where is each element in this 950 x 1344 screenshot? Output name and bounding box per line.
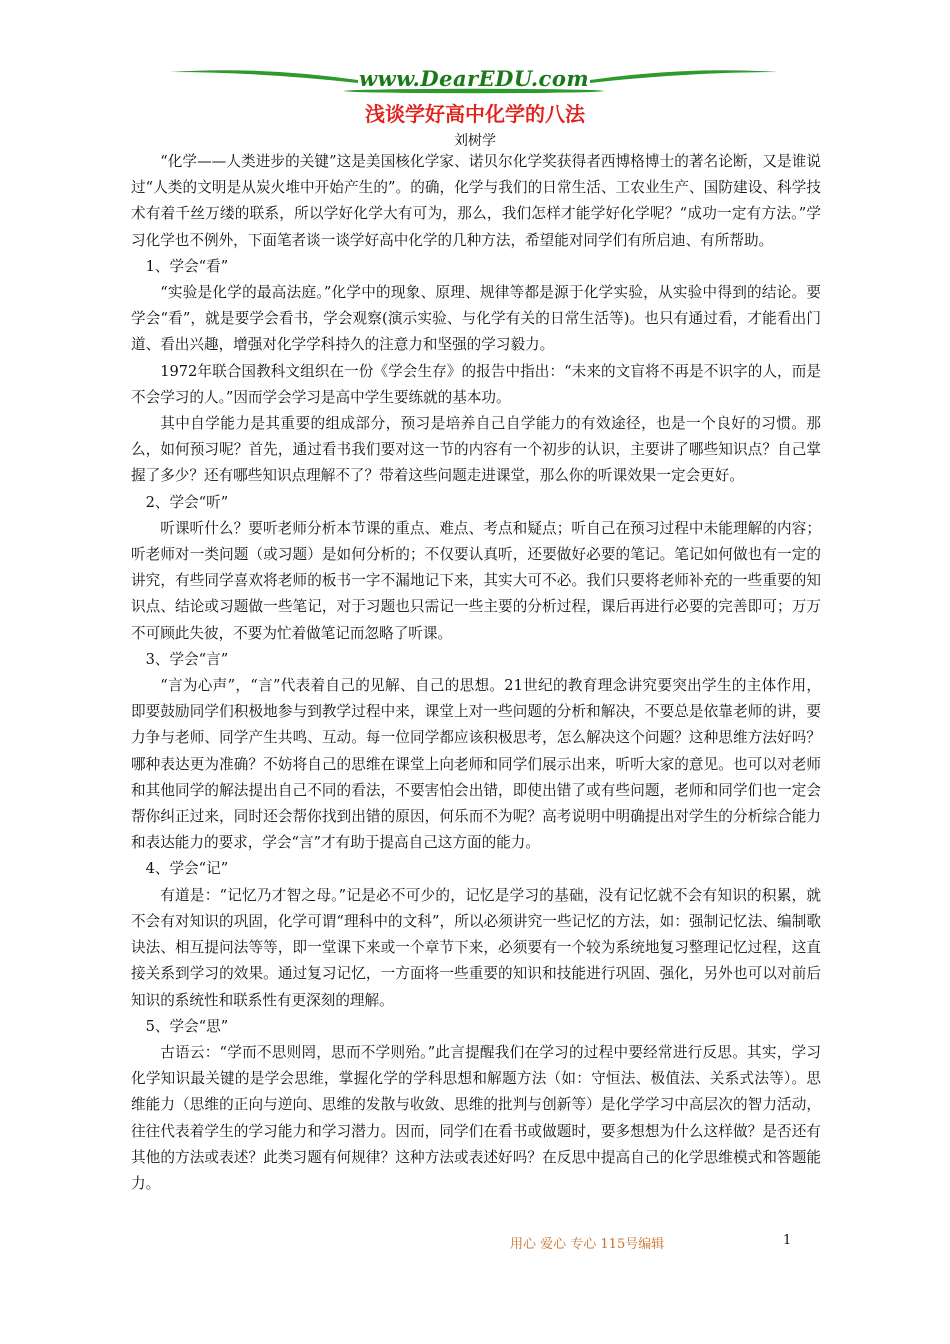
article-title: 浅谈学好高中化学的八法 <box>365 102 585 126</box>
footer-note: 用心 爱心 专心 115号编辑 <box>510 1237 665 1252</box>
intro-paragraph: “化学——人类进步的关键”这是美国核化学家、诺贝尔化学奖获得者西博格博士的著名论断，又是谁说过“人类的文明是从炭火堆中开始产生的”。的确，化学与我们的日常生活、工农业生产、国防建设、科学技术有着千丝万缕的联系，所以学好化学大有可为，那么，我们怎样才能学好化学呢？“成功一定有方法。”学习化学也不例外，下面笔者谈一谈学好高中化学的几种方法，希望能对同学们有所启迪、有所帮助。 <box>131 153 821 249</box>
section-paragraph: 听课听什么？要听老师分析本节课的重点、难点、考点和疑点；听自己在预习过程中未能理解的内容；听老师对一类问题（或习题）是如何分析的；不仅要认真听，还要做好必要的笔记。笔记如何做也有一定的讲究，有些同学喜欢将老师的板书一字不漏地记下来，其实大可不必。我们只要将老师补充的一些重要的知识点、结论或习题做一些笔记，对于习题也只需记一些主要的分析过程，课后再进行必要的完善即可；万万不可顾此失彼，不要为忙着做笔记而忽略了听课。 <box>131 519 821 642</box>
section-heading-think: 5、学会“思” <box>145 1017 229 1035</box>
site-header <box>168 60 780 96</box>
page-number: 1 <box>783 1233 792 1248</box>
section-paragraph: 其中自学能力是其重要的组成部分，预习是培养自己自学能力的有效途径，也是一个良好的习惯。那么，如何预习呢？首先，通过看书我们要对这一节的内容有一个初步的认识，主要讲了哪些知识点？自己掌握了多少？还有哪些知识点理解不了？带着这些问题走进课堂，那么你的听课效果一定会更好。 <box>131 415 821 485</box>
section-heading-remember: 4、学会“记” <box>145 860 229 878</box>
section-paragraph: 1972年联合国教科文组织在一份《学会生存》的报告中指出：“未来的文盲将不再是不识字的人，而是不会学习的人。”因而学会学习是高中学生要练就的基本功。 <box>131 362 821 406</box>
section-heading-listen: 2、学会“听” <box>145 493 229 511</box>
article-body <box>131 149 821 1197</box>
section-paragraph: 古语云：“学而不思则罔，思而不学则殆。”此言提醒我们在学习的过程中要经常进行反思。其实，学习化学知识最关键的是学会思维，掌握化学的学科思想和解题方法（如：守恒法、极值法、关系式法等）。思维能力（思维的正向与逆向、思维的发散与收敛、思维的批判与创新等）是化学学习中高层次的智力活动，往往代表着学生的学习能力和学习潜力。因而，同学们在看书或做题时，要多想想为什么这样做？是否还有其他的方法或表述？此类习题有何规律？这种方法或表述好吗？在反思中提高自己的化学思维模式和答题能力。 <box>131 1043 821 1192</box>
site-url: www.DearEDU.com <box>358 66 590 91</box>
section-heading-look: 1、学会“看” <box>145 257 229 275</box>
article-author: 刘树学 <box>454 133 496 149</box>
section-paragraph: 有道是：“记忆乃才智之母。”记是必不可少的，记忆是学习的基础，没有记忆就不会有知识的积累，就不会有对知识的巩固，化学可谓“理科中的文科”，所以必须讲究一些记忆的方法，如：强制记忆法、编制歌诀法、相互提问法等等，即一堂课下来或一个章节下来，必须要有一个较为系统地复习整理记忆过程，这直接关系到学习的效果。通过复习记忆，一方面将一些重要的知识和技能进行巩固、强化，另外也可以对前后知识的系统性和联系性有更深刻的理解。 <box>131 886 821 1009</box>
section-paragraph: “言为心声”，“言”代表着自己的见解、自己的思想。21世纪的教育理念讲究要突出学生的主体作用，即要鼓励同学们积极地参与到教学过程中来，课堂上对一些问题的分析和解决，不要总是依靠老师的讲，要力争与老师、同学产生共鸣、互动。每一位同学都应该积极思考，怎么解决这个问题？这种思维方法好吗？哪种表达更为准确？不妨将自己的思维在课堂上向老师和同学们展示出来，听听大家的意见。也可以对老师和其他同学的解法提出自己不同的看法，不要害怕会出错，即使出错了或有些问题，老师和同学们也一定会帮你纠正过来，同时还会帮你找到出错的原因，何乐而不为呢？高考说明中明确提出对学生的分析综合能力和表达能力的要求，学会“言”才有助于提高自己这方面的能力。 <box>131 677 821 852</box>
section-paragraph: “实验是化学的最高法庭。”化学中的现象、原理、规律等都是源于化学实验，从实验中得到的结论。要学会“看”，就是要学会看书，学会观察(演示实验、与化学有关的日常生活等)。也只有通过看，才能看出门道、看出兴趣，增强对化学学科持久的注意力和坚强的学习毅力。 <box>131 284 821 354</box>
section-heading-speak: 3、学会“言” <box>145 650 229 668</box>
